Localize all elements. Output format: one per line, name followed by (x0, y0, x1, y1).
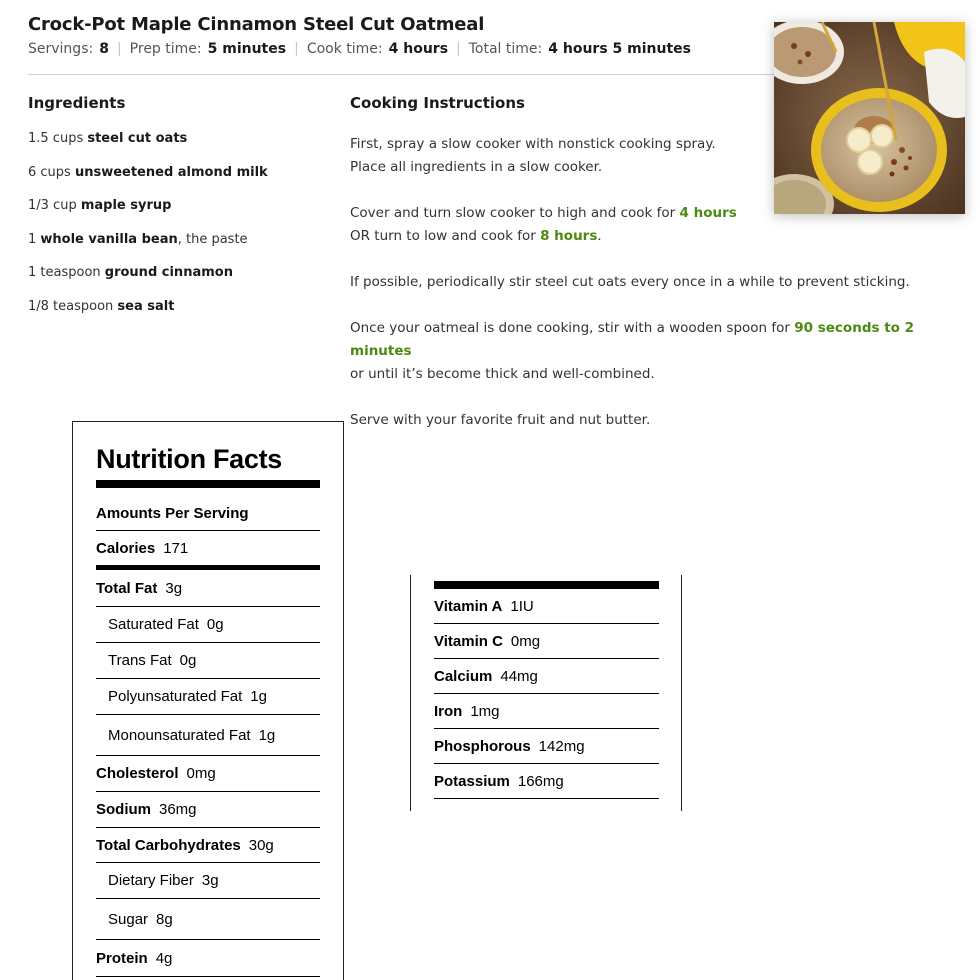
nutrition-row (96, 756, 320, 791)
nutrition-row (96, 715, 320, 755)
meta-separator: | (294, 41, 299, 57)
ingredient-name: sea salt (117, 298, 175, 314)
instruction-step (350, 202, 970, 248)
highlight-time: 4 hours (679, 205, 737, 221)
vitamin-label: Iron (434, 702, 463, 720)
nutrient-value: 4g (155, 949, 173, 967)
nutrition-row (96, 643, 320, 678)
meta-value: 4 hours (388, 41, 449, 57)
vitamin-label: Phosphorous (434, 737, 531, 755)
instructions-list (350, 133, 970, 455)
meta-value: 5 minutes (207, 41, 287, 57)
instruction-text: Cover and turn slow cooker to high and cook for (350, 205, 680, 221)
thick-divider (434, 581, 659, 589)
instruction-text: Serve with your favorite fruit and nut butter. (350, 412, 651, 428)
nutrient-label: Polyunsaturated Fat (108, 688, 243, 705)
meta-value: 8 (99, 41, 109, 57)
nutrient-label: Protein (96, 949, 148, 967)
nutrient-value: 0g (206, 616, 224, 633)
instruction-line (350, 225, 970, 248)
instruction-step (350, 317, 970, 386)
meta-label: Prep time: (129, 41, 202, 57)
ingredient-item (28, 265, 328, 299)
instruction-text: If possible, periodically stir steel cut oats every once in a while to prevent sticking. (350, 274, 910, 290)
vitamin-row (434, 694, 659, 728)
nutrient-label: Sugar (108, 910, 149, 928)
nutrition-row (96, 899, 320, 939)
nutrient-label: Trans Fat (108, 652, 172, 669)
nutrient-label: Sodium (96, 801, 151, 818)
nutrition-facts-panel (72, 421, 344, 980)
nutrient-value: 3g (165, 579, 183, 597)
vitamins-panel (410, 575, 682, 811)
nutrient-label: Total Fat (96, 579, 158, 597)
vitamin-row (434, 589, 659, 623)
meta-label: Cook time: (306, 41, 383, 57)
instruction-text: or until it’s become thick and well-combined. (350, 366, 655, 382)
amounts-per-serving: Amounts Per Serving (96, 504, 249, 522)
nutrient-value: 30g (248, 836, 274, 854)
ingredient-item (28, 165, 328, 199)
nutrient-value: 3g (201, 872, 219, 889)
meta-label: Servings: (28, 41, 94, 57)
divider (96, 976, 320, 977)
instruction-line (350, 202, 970, 225)
ingredient-item (28, 131, 328, 165)
ingredient-amount: 1.5 cups (28, 131, 88, 146)
vitamin-label: Potassium (434, 772, 510, 790)
instruction-line (350, 156, 970, 179)
ingredients-list (28, 131, 328, 333)
nutrient-label: Cholesterol (96, 765, 179, 782)
nutrient-label: Saturated Fat (108, 616, 199, 633)
instruction-text: OR turn to low and cook for (350, 228, 541, 244)
nutrition-row (96, 863, 320, 898)
nutrient-label: Dietary Fiber (108, 872, 194, 889)
ingredient-name: steel cut oats (87, 131, 188, 146)
nutrition-row (96, 792, 320, 827)
nutrition-row (96, 607, 320, 642)
instruction-line (350, 317, 970, 363)
nutrient-value: 8g (156, 910, 173, 928)
instruction-line (350, 133, 970, 156)
vitamin-value: 1IU (510, 597, 534, 615)
meta-separator: | (116, 41, 122, 57)
nutrient-label: Monounsaturated Fat (108, 726, 251, 744)
highlight-time: 90 seconds to 2 minutes (350, 320, 915, 359)
nutrient-label: Total Carbohydrates (96, 836, 241, 854)
instruction-text: Place all ingredients in a slow cooker. (350, 159, 603, 175)
instruction-text: First, spray a slow cooker with nonstick cooking spray. (350, 136, 716, 152)
calories-row: Calories 171 (96, 539, 189, 557)
ingredient-item (28, 198, 328, 232)
nutrition-row (96, 570, 320, 606)
instruction-line (350, 363, 970, 386)
ingredient-name: ground cinnamon (104, 265, 233, 281)
ingredient-name: whole vanilla bean (40, 231, 178, 247)
ingredient-amount: 1/3 cup (28, 198, 81, 214)
nutrient-value: 1g (250, 688, 267, 705)
vitamin-label: Vitamin C (434, 632, 503, 650)
ingredient-amount: 6 cups (28, 164, 75, 180)
meta-label: Total time: (468, 41, 543, 57)
nutrition-row (96, 940, 320, 976)
thick-divider (96, 480, 320, 488)
ingredient-note: , the paste (177, 231, 248, 247)
vitamin-value: 0mg (510, 632, 541, 650)
instruction-step (350, 133, 970, 179)
meta-separator: | (456, 41, 461, 57)
vitamin-value: 166mg (517, 772, 564, 790)
nutrient-value: 1g (258, 726, 276, 744)
vitamin-label: Vitamin A (434, 597, 503, 615)
nutrition-title: Nutrition Facts (96, 444, 283, 474)
instruction-step (350, 409, 970, 432)
vitamin-row (434, 764, 659, 798)
vitamin-row (434, 729, 659, 763)
ingredient-name: maple syrup (80, 198, 172, 214)
ingredient-name: unsweetened almond milk (74, 164, 268, 180)
instructions-heading: Cooking Instructions (350, 94, 525, 112)
nutrient-value: 0mg (186, 765, 216, 782)
vitamin-row (434, 624, 659, 658)
ingredient-item (28, 232, 328, 266)
nutrient-value: 0g (179, 652, 197, 669)
ingredients-heading: Ingredients (28, 94, 126, 112)
divider (434, 798, 659, 799)
ingredient-amount: 1/8 teaspoon (28, 298, 118, 314)
vitamin-value: 44mg (500, 667, 538, 685)
instruction-step (350, 271, 970, 294)
header-divider (28, 74, 788, 75)
instruction-text: Once your oatmeal is done cooking, stir with a wooden spoon for (350, 320, 795, 336)
vitamin-value: 142mg (538, 737, 585, 755)
instruction-text: . (597, 228, 602, 244)
highlight-time: 8 hours (540, 228, 598, 244)
nutrient-value: 36mg (159, 801, 197, 818)
recipe-title: Crock-Pot Maple Cinnamon Steel Cut Oatmeal (28, 14, 485, 35)
ingredient-item (28, 299, 328, 333)
instruction-line (350, 409, 970, 432)
ingredient-amount: 1 teaspoon (28, 265, 105, 281)
vitamin-label: Calcium (434, 667, 493, 685)
recipe-meta (28, 41, 691, 57)
meta-value: 4 hours 5 minutes (548, 41, 691, 57)
instruction-line (350, 271, 970, 294)
nutrition-row (96, 679, 320, 714)
nutrition-row (96, 828, 320, 862)
vitamin-row (434, 659, 659, 693)
vitamin-value: 1mg (470, 702, 500, 720)
ingredient-amount: 1 (28, 231, 41, 247)
